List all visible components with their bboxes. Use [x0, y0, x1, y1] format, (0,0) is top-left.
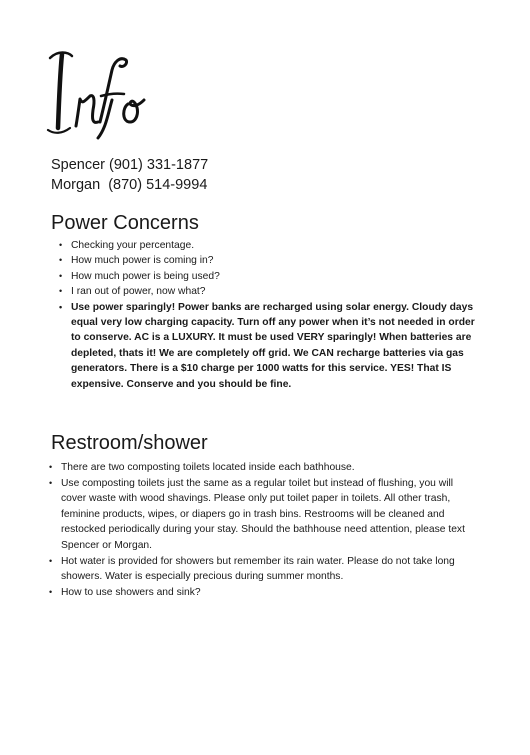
- section-heading-power: Power Concerns: [51, 212, 199, 234]
- list-item: • How much power is coming in?: [57, 253, 477, 268]
- list-item: • There are two composting toilets located inside each bathhouse.: [47, 460, 477, 476]
- contact-list: [51, 155, 208, 195]
- list-item-power-warning: • Use power sparingly! Power banks are recharged using solar energy. Cloudy days equal very low charging capacity. Turn off any power when it’s not needed in order to conserve. AC is a LUXURY. It must be used VERY sparingly! When batteries are depleted, thats it! We are completely off grid. We CAN recharge batteries via gas generators. There is a $10 charge per 1000 watts for this service. YES! That IS expensive. Conserve and you should be fine.: [57, 300, 477, 392]
- page-title: [46, 44, 166, 140]
- list-item: • I ran out of power, now what?: [57, 284, 477, 299]
- power-concerns-list: [57, 238, 477, 392]
- section-heading-restroom: Restroom/shower: [51, 432, 208, 454]
- contact-morgan: Morgan (870) 514-9994: [51, 177, 208, 193]
- list-item: • How to use showers and sink?: [47, 585, 477, 601]
- list-item: • How much power is being used?: [57, 269, 477, 284]
- list-item: • Checking your percentage.: [57, 238, 477, 253]
- restroom-shower-list: [47, 460, 477, 600]
- list-item: • Hot water is provided for showers but remember its rain water. Please do not take long showers. Water is especially precious during summer months.: [47, 554, 477, 585]
- info-title-script: [46, 44, 166, 140]
- contact-spencer: Spencer (901) 331-1877: [51, 157, 209, 173]
- list-item: • Use composting toilets just the same as a regular toilet but instead of flushing, you will cover waste with wood shavings. Please only put toilet paper in toilets. All other trash, feminine products, wipes, or diapers go in trash bins. Restrooms will be cleaned and restocked periodically during your stay. Should the bathhouse need attention, please text Spencer or Morgan.: [47, 476, 477, 554]
